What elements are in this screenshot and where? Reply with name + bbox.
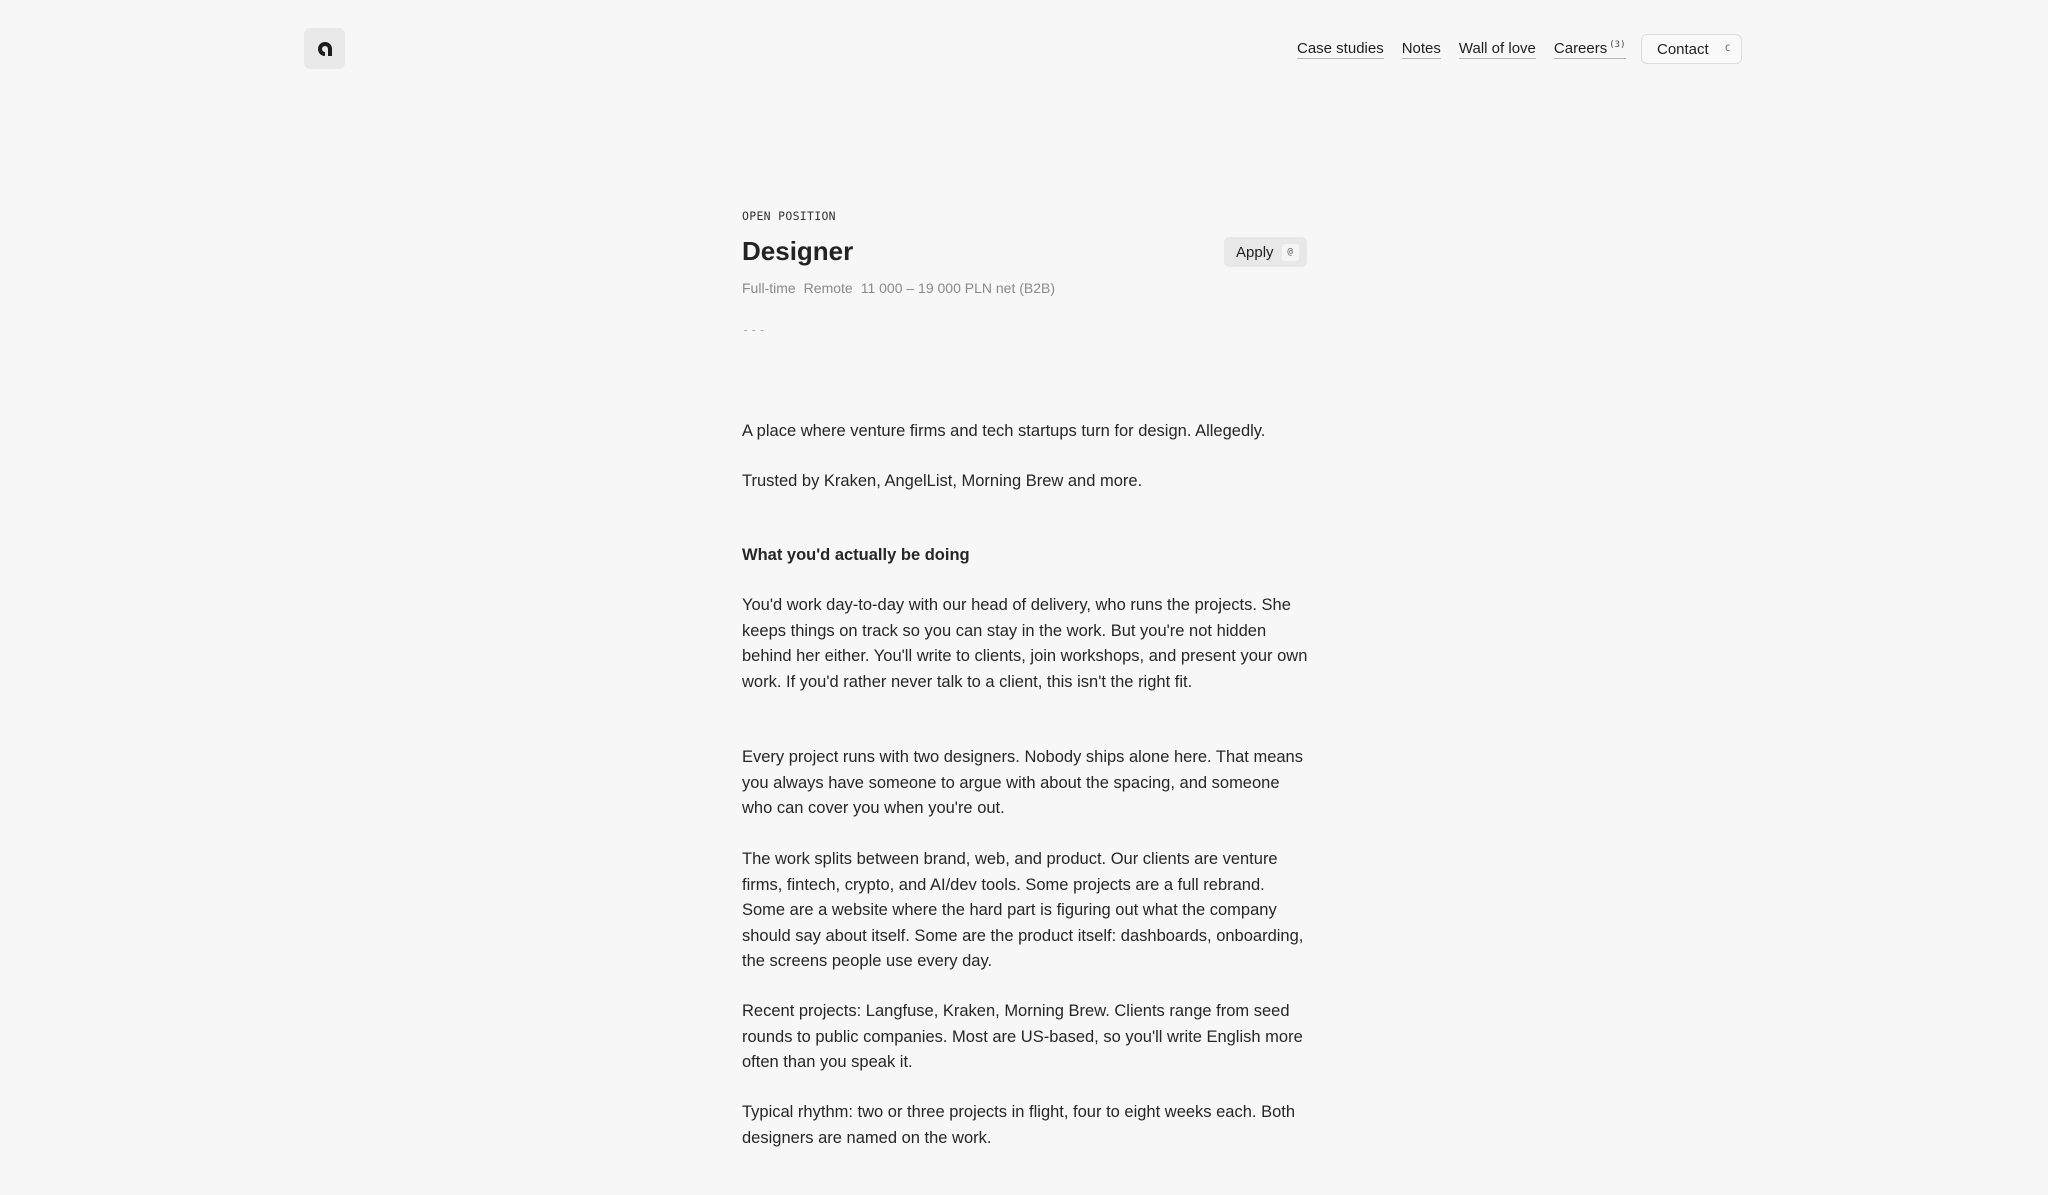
eyebrow-label: OPEN POSITION [742,209,836,223]
contact-shortcut-key: C [1724,44,1731,54]
main-nav [1297,40,1646,59]
brand-logo-icon[interactable] [304,28,345,69]
contact-button[interactable] [1641,34,1742,64]
nav-case-studies[interactable]: Case studies [1297,40,1384,57]
trusted-by-paragraph: Trusted by Kraken, AngelList, Morning Brew and more. [742,472,1143,490]
intro-paragraph: A place where venture firms and tech startups turn for design. Allegedly. [742,422,1266,440]
nav-notes[interactable]: Notes [1401,40,1441,57]
paragraph-work-split: The work splits between brand, web, and product. Our clients are venture firms, fintech, crypto, and AI/dev tools. Some projects are a full rebrand. Some are a website where the hard part is figuring out what the company should say about itself. Some are the product itself: dashboards, onboarding, the screens people use every day. [742,850,1304,970]
contact-label: Contact [1657,40,1709,58]
meta-salary: 11 000 – 19 000 PLN net (B2B) [860,280,1056,296]
page-title: Designer [742,236,854,266]
paragraph-delivery: You'd work day-to-day with our head of delivery, who runs the projects. She keeps things on track so you can stay in the work. But you're not hidden behind her either. You'll write to clients, join workshops, and present your own work. If you'd rather never talk to a client, this isn't the right fit. [742,596,1308,691]
apply-label: Apply [1236,243,1274,261]
paragraph-recent-projects: Recent projects: Langfuse, Kraken, Morning Brew. Clients range from seed rounds to public companies. Most are US-based, so you'll write English more often than you speak it. [742,1002,1303,1071]
apply-button[interactable] [1224,237,1307,267]
divider: --- [742,323,767,337]
section-heading: What you'd actually be doing [742,546,970,564]
nav-careers[interactable] [1554,40,1626,59]
meta-location: Remote [803,280,853,296]
nav-wall-of-love[interactable]: Wall of love [1458,40,1536,57]
careers-count-badge: (3) [1609,40,1626,50]
nav-careers-label: Careers [1553,40,1608,57]
job-meta [742,280,1063,296]
paragraph-rhythm: Typical rhythm: two or three projects in flight, four to eight weeks each. Both designers are named on the work. [742,1103,1296,1147]
apply-shortcut-key: @ [1282,244,1299,261]
paragraph-two-designers: Every project runs with two designers. Nobody ships alone here. That means you always have someone to argue with about the spacing, and someone who can cover you when you're out. [742,748,1303,817]
logo-mark [315,41,335,57]
meta-employment-type: Full-time [742,280,796,296]
